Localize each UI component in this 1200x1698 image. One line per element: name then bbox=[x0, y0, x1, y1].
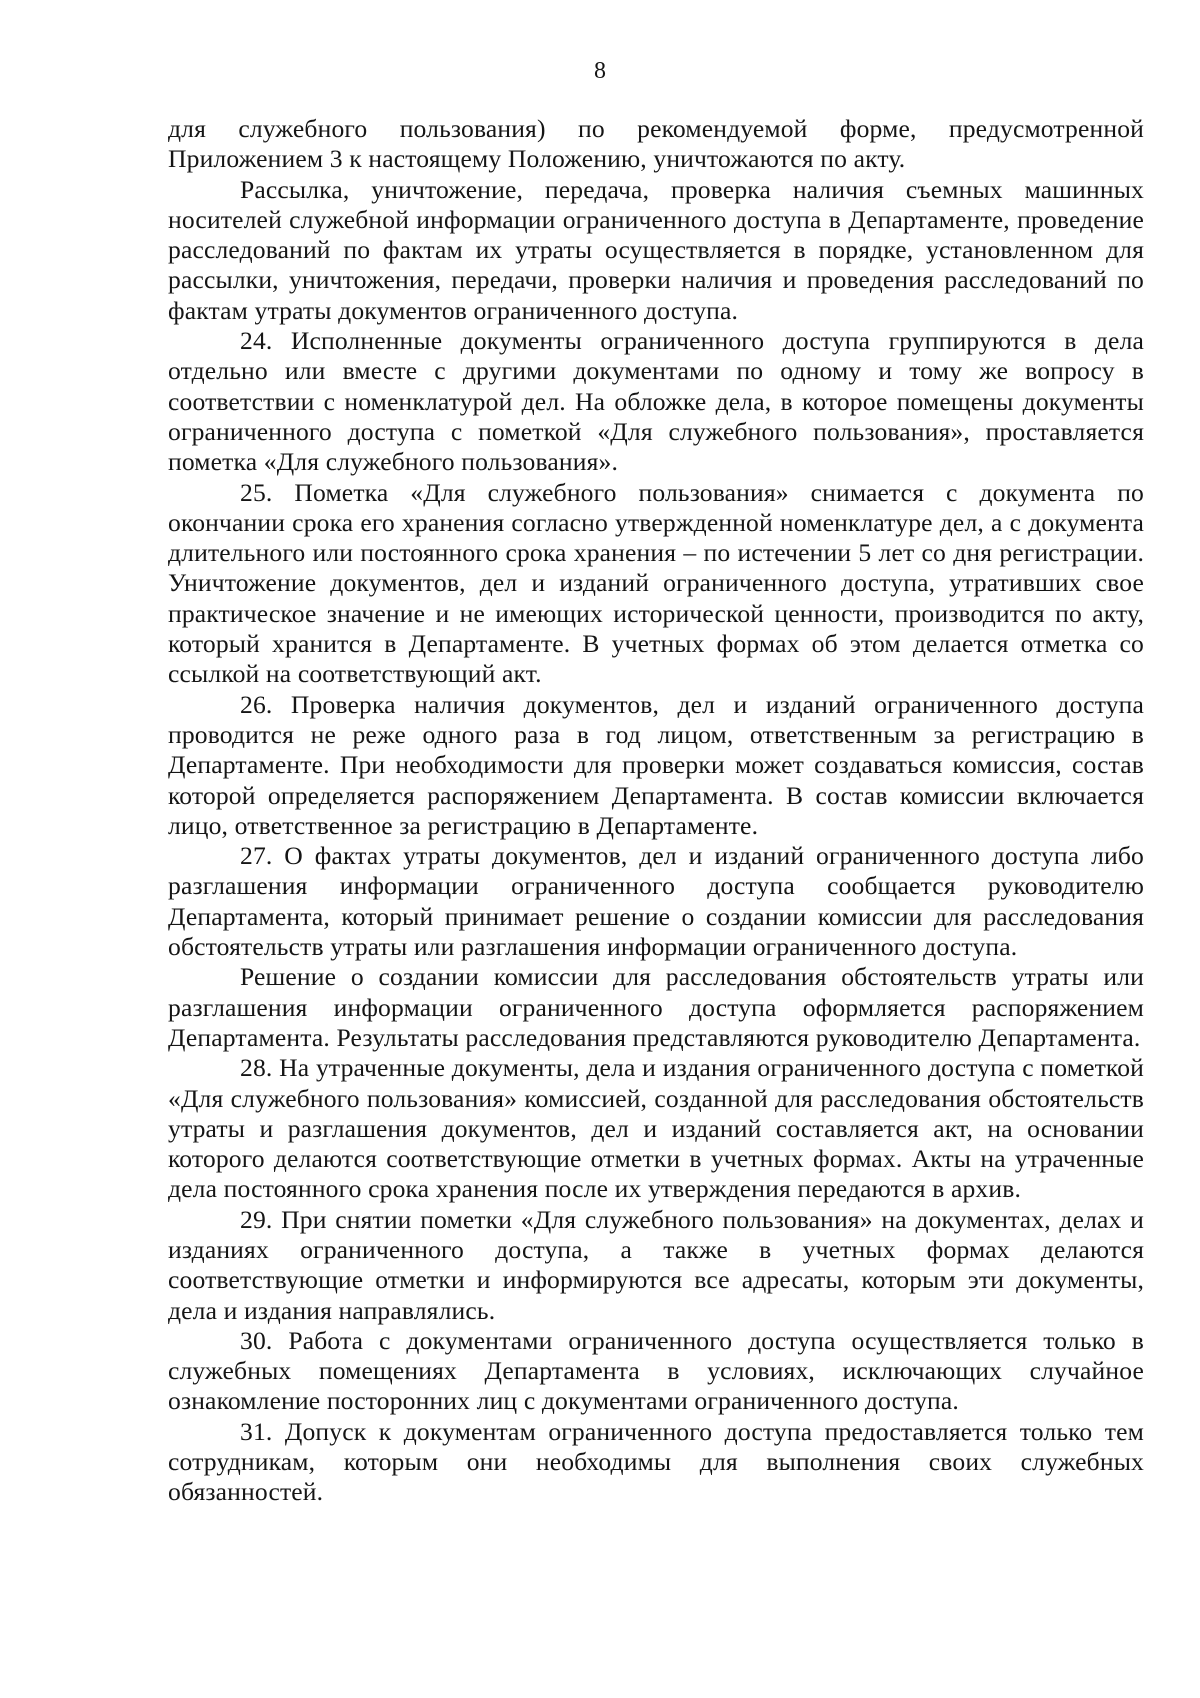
paragraph-27: 27. О фактах утраты документов, дел и изданий ограниченного доступа либо разглашения информации ограниченного доступа сообщается руководителю Департамента, который принимает решение о создании комиссии для расследования обстоятельств утраты или разглашения информации ограниченного доступа. bbox=[168, 841, 1144, 962]
paragraph-continuation: для служебного пользования) по рекомендуемой форме, предусмотренной Приложением 3 к настоящему Положению, уничтожаются по акту. bbox=[168, 114, 1144, 174]
document-body bbox=[168, 114, 1144, 1508]
paragraph-29: 29. При снятии пометки «Для служебного пользования» на документах, делах и изданиях ограниченного доступа, а также в учетных формах делаются соответствующие отметки и информируются все адресаты, которым эти документы, дела и издания направлялись. bbox=[168, 1204, 1144, 1325]
paragraph-31: 31. Допуск к документам ограниченного доступа предоставляется только тем сотрудникам, которым они необходимы для выполнения своих служебных обязанностей. bbox=[168, 1416, 1144, 1507]
paragraph-24: 24. Исполненные документы ограниченного доступа группируются в дела отдельно или вместе с другими документами по одному и тому же вопросу в соответствии с номенклатурой дел. На обложке дела, в которое помещены документы ограниченного доступа с пометкой «Для служебного пользования», проставляется пометка «Для служебного пользования». bbox=[168, 326, 1144, 477]
page-number: 8 bbox=[594, 58, 606, 84]
paragraph-26: 26. Проверка наличия документов, дел и изданий ограниченного доступа проводится не реже одного раза в год лицом, ответственным за регистрацию в Департаменте. При необходимости для проверки может создаваться комиссия, состав которой определяется распоряжением Департамента. В состав комиссии включается лицо, ответственное за регистрацию в Департаменте. bbox=[168, 689, 1144, 840]
paragraph-commission-decision: Решение о создании комиссии для расследования обстоятельств утраты или разглашения информации ограниченного доступа оформляется распоряжением Департамента. Результаты расследования представляются руководителю Департамента. bbox=[168, 962, 1144, 1052]
paragraph-25: 25. Пометка «Для служебного пользования» снимается с документа по окончании срока его хранения согласно утвержденной номенклатуре дел, а с документа длительного или постоянного срока хранения – по истечении 5 лет со дня регистрации. Уничтожение документов, дел и изданий ограниченного доступа, утративших свое практическое значение и не имеющих исторической ценности, производится по акту, который хранится в Департаменте. В учетных формах об этом делается отметка со ссылкой на соответствующий акт. bbox=[168, 477, 1144, 689]
paragraph-media-handling: Рассылка, уничтожение, передача, проверка наличия съемных машинных носителей служебной информации ограниченного доступа в Департаменте, проведение расследований по фактам их утраты осуществляется в порядке, установленном для рассылки, уничтожения, передачи, проверки наличия и проведения расследований по фактам утраты документов ограниченного доступа. bbox=[168, 174, 1144, 325]
paragraph-28: 28. На утраченные документы, дела и издания ограниченного доступа с пометкой «Для служебного пользования» комиссией, созданной для расследования обстоятельств утраты и разглашения документов, дел и изданий составляется акт, на основании которого делаются соответствующие отметки в учетных формах. Акты на утраченные дела постоянного срока хранения после их утверждения передаются в архив. bbox=[168, 1053, 1144, 1204]
paragraph-30: 30. Работа с документами ограниченного доступа осуществляется только в служебных помещениях Департамента в условиях, исключающих случайное ознакомление посторонних лиц с документами ограниченного доступа. bbox=[168, 1325, 1144, 1416]
